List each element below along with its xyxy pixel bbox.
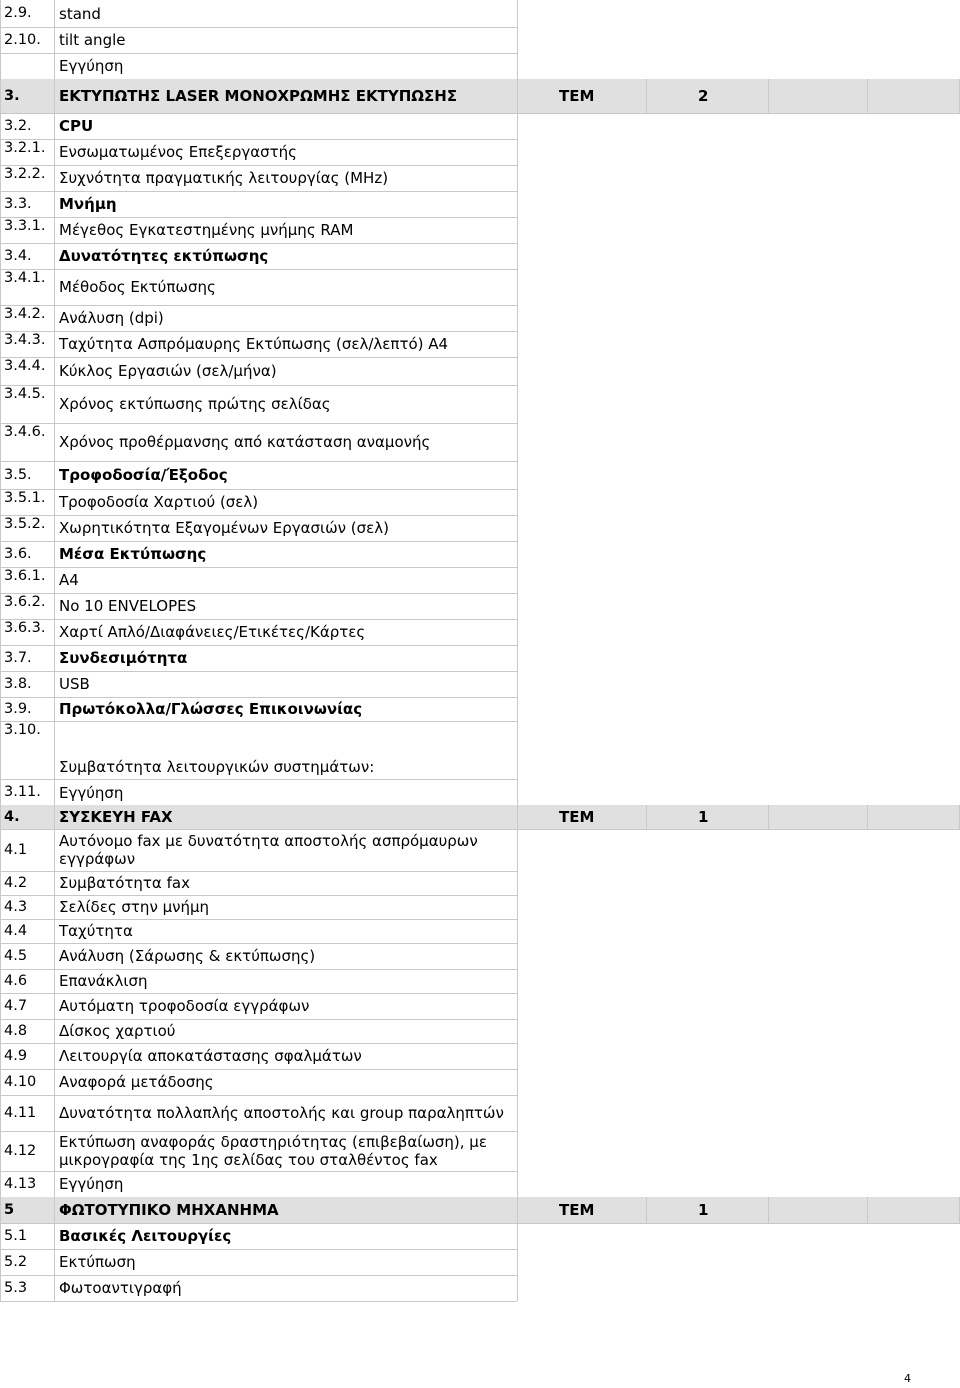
item-description: USB <box>59 675 90 693</box>
item-description: Τροφοδοσία/Έξοδος <box>59 466 228 484</box>
item-description: Βασικές Λειτουργίες <box>59 1227 232 1245</box>
item-number: 3.5.1. <box>4 490 46 506</box>
column-divider <box>867 1197 868 1223</box>
item-quantity: 2 <box>698 87 709 105</box>
table-row <box>0 871 960 895</box>
item-quantity: 1 <box>698 808 709 826</box>
item-number: 5.2 <box>4 1253 28 1270</box>
column-divider <box>646 1197 647 1223</box>
item-description: CPU <box>59 117 94 135</box>
column-divider <box>768 805 769 829</box>
section-row <box>0 1197 960 1223</box>
item-number: 3. <box>4 87 20 104</box>
item-number: 4.1 <box>4 841 28 858</box>
item-number: 2.10. <box>4 31 41 48</box>
item-description: Ανάλυση (Σάρωσης & εκτύπωσης) <box>59 947 316 965</box>
item-number: 3.3.1. <box>4 218 46 234</box>
item-number: 3.10. <box>4 722 41 738</box>
table-row <box>0 829 960 871</box>
item-description: Συμβατότητα λειτουργικών συστημάτων: <box>59 758 375 776</box>
table-row <box>0 331 960 357</box>
item-description: Αυτόματη τροφοδοσία εγγράφων <box>59 997 310 1015</box>
table-row <box>0 461 960 489</box>
item-number: 3.4.3. <box>4 332 46 348</box>
item-description: Δυνατότητες εκτύπωσης <box>59 247 269 265</box>
item-number: 4.10 <box>4 1073 37 1090</box>
item-description: No 10 ENVELOPES <box>59 597 197 615</box>
table-row <box>0 1249 960 1275</box>
item-number: 3.3. <box>4 195 32 212</box>
table-row <box>0 113 960 139</box>
item-description: Μνήμη <box>59 195 117 213</box>
item-number: 3.4. <box>4 247 32 264</box>
table-row <box>0 1069 960 1095</box>
section-row <box>0 805 960 829</box>
item-number: 4. <box>4 808 20 825</box>
column-divider <box>768 79 769 113</box>
item-number: 4.2 <box>4 874 28 891</box>
item-description: Εκτύπωση <box>59 1253 136 1271</box>
table-row <box>0 919 960 943</box>
item-description: Ενσωματωμένος Επεξεργαστής <box>59 143 297 161</box>
table-row <box>0 567 960 593</box>
table-row <box>0 1131 960 1171</box>
item-description: ΦΩΤΟΤΥΠΙΚΟ ΜΗΧΑΝΗΜΑ <box>59 1201 279 1219</box>
table-row <box>0 27 960 53</box>
table-row <box>0 779 960 805</box>
item-number: 4.7 <box>4 997 28 1014</box>
table-row <box>0 969 960 993</box>
item-description: Δυνατότητα πολλαπλής αποστολής και group παραληπτών <box>59 1104 504 1122</box>
table-row <box>0 217 960 243</box>
column-divider <box>768 1197 769 1223</box>
item-description: Λειτουργία αποκατάστασης σφαλμάτων <box>59 1047 362 1065</box>
item-number: 4.13 <box>4 1175 37 1192</box>
table-row <box>0 697 960 721</box>
item-description: Συχνότητα πραγματικής λειτουργίας (MHz) <box>59 169 389 187</box>
item-number: 4.12 <box>4 1142 37 1159</box>
table-row <box>0 593 960 619</box>
item-description: Ταχύτητα Ασπρόμαυρης Εκτύπωσης (σελ/λεπτό) Α4 <box>59 335 449 353</box>
item-description: Εγγύηση <box>59 57 124 75</box>
item-description: ΣΥΣΚΕΥΗ FAX <box>59 808 173 826</box>
item-number: 4.9 <box>4 1047 28 1064</box>
item-description: Μέγεθος Εγκατεστημένης μνήμης RAM <box>59 221 354 239</box>
item-number: 3.5. <box>4 466 32 483</box>
item-number: 3.4.2. <box>4 306 46 322</box>
item-description: Χρόνος εκτύπωσης πρώτης σελίδας <box>59 395 331 413</box>
item-quantity: 1 <box>698 1201 709 1219</box>
item-unit: ΤΕΜ <box>559 87 595 105</box>
item-description: Χρόνος προθέρμανσης από κατάσταση αναμονής <box>59 433 431 451</box>
table-row <box>0 423 960 461</box>
column-divider <box>54 0 55 1301</box>
item-description: stand <box>59 4 101 23</box>
item-description: Αυτόνομο fax με δυνατότητα αποστολής ασπρόμαυρων εγγράφων <box>59 832 478 868</box>
table-row <box>0 269 960 305</box>
table-row <box>0 191 960 217</box>
table-row <box>0 895 960 919</box>
column-divider <box>0 0 1 1301</box>
table-row <box>0 357 960 385</box>
item-number <box>4 53 54 79</box>
item-number: 4.11 <box>4 1104 37 1121</box>
table-row <box>0 1171 960 1197</box>
item-description: Κύκλος Εργασιών (σελ/μήνα) <box>59 362 277 380</box>
item-description: Δίσκος χαρτιού <box>59 1022 176 1040</box>
table-row <box>0 139 960 165</box>
item-description: Εγγύηση <box>59 784 124 802</box>
table-row <box>0 0 960 27</box>
item-number: 4.5 <box>4 947 28 964</box>
item-description: Επανάκλιση <box>59 972 148 990</box>
item-description: Αναφορά μετάδοσης <box>59 1073 214 1091</box>
item-number: 3.8. <box>4 675 32 692</box>
item-number: 4.8 <box>4 1022 28 1039</box>
table-row <box>0 385 960 423</box>
item-number: 3.2. <box>4 117 32 134</box>
item-number: 3.6.3. <box>4 620 46 636</box>
item-number: 3.6.1. <box>4 568 46 584</box>
item-description: Φωτοαντιγραφή <box>59 1279 182 1297</box>
item-number: 5 <box>4 1201 15 1218</box>
table-row <box>0 993 960 1019</box>
table-row <box>0 243 960 269</box>
table-row <box>0 541 960 567</box>
item-number: 5.3 <box>4 1279 28 1296</box>
table-row <box>0 515 960 541</box>
item-number: 3.4.6. <box>4 424 46 440</box>
item-number: 3.11. <box>4 783 41 800</box>
item-number: 3.2.1. <box>4 140 46 156</box>
item-description: Α4 <box>59 571 79 589</box>
column-divider <box>646 805 647 829</box>
item-unit: ΤΕΜ <box>559 808 595 826</box>
item-number: 4.4 <box>4 922 28 939</box>
item-number: 2.9. <box>4 5 32 21</box>
item-description: Σελίδες στην μνήμη <box>59 898 210 916</box>
item-number: 3.7. <box>4 649 32 666</box>
item-description: Πρωτόκολλα/Γλώσσες Επικοινωνίας <box>59 700 363 718</box>
table-row <box>0 489 960 515</box>
item-number: 3.4.1. <box>4 270 46 286</box>
item-number: 3.9. <box>4 700 32 717</box>
table-row <box>0 1095 960 1131</box>
table-row <box>0 943 960 969</box>
table-row <box>0 1275 960 1301</box>
item-number: 4.6 <box>4 972 28 989</box>
item-description: Εγγύηση <box>59 1175 124 1193</box>
table-row <box>0 619 960 645</box>
item-description: Ταχύτητα <box>59 922 133 940</box>
item-description: Συμβατότητα fax <box>59 874 190 892</box>
table-row <box>0 645 960 671</box>
page-number: 4 <box>904 1372 911 1385</box>
column-divider <box>867 79 868 113</box>
item-description: Εκτύπωση αναφοράς δραστηριότητας (επιβεβαίωση), με μικρογραφία της 1ης σελίδας του σταλθέντος fax <box>59 1133 487 1169</box>
item-number: 4.3 <box>4 898 28 915</box>
table-row <box>0 1019 960 1043</box>
item-number: 3.6. <box>4 545 32 562</box>
item-description: Μέθοδος Εκτύπωσης <box>59 278 216 296</box>
item-number: 3.5.2. <box>4 516 46 532</box>
item-description: tilt angle <box>59 31 126 49</box>
item-number: 3.4.4. <box>4 358 46 374</box>
table-row <box>0 165 960 191</box>
table-row <box>0 721 960 779</box>
column-divider <box>517 0 518 1301</box>
item-description: Μέσα Εκτύπωσης <box>59 545 207 563</box>
item-number: 5.1 <box>4 1227 28 1244</box>
item-description: Τροφοδοσία Χαρτιού (σελ) <box>59 493 259 511</box>
table-row <box>0 53 960 79</box>
item-number: 3.2.2. <box>4 166 46 182</box>
column-divider <box>646 79 647 113</box>
item-description: Συνδεσιμότητα <box>59 649 188 667</box>
item-description: Ανάλυση (dpi) <box>59 309 164 327</box>
table-row <box>0 671 960 697</box>
column-divider <box>867 805 868 829</box>
item-description: ΕΚΤΥΠΩΤΗΣ LASER ΜΟΝΟΧΡΩΜΗΣ ΕΚΤΥΠΩΣΗΣ <box>59 87 458 105</box>
table-row <box>0 1043 960 1069</box>
item-number: 3.6.2. <box>4 594 46 610</box>
item-unit: ΤΕΜ <box>559 1201 595 1219</box>
table-row <box>0 1223 960 1249</box>
item-description: Χαρτί Απλό/Διαφάνειες/Ετικέτες/Κάρτες <box>59 623 366 641</box>
item-number: 3.4.5. <box>4 386 46 402</box>
section-row <box>0 79 960 113</box>
table-row <box>0 305 960 331</box>
item-description: Χωρητικότητα Εξαγομένων Εργασιών (σελ) <box>59 519 389 537</box>
row-divider <box>0 1301 517 1302</box>
